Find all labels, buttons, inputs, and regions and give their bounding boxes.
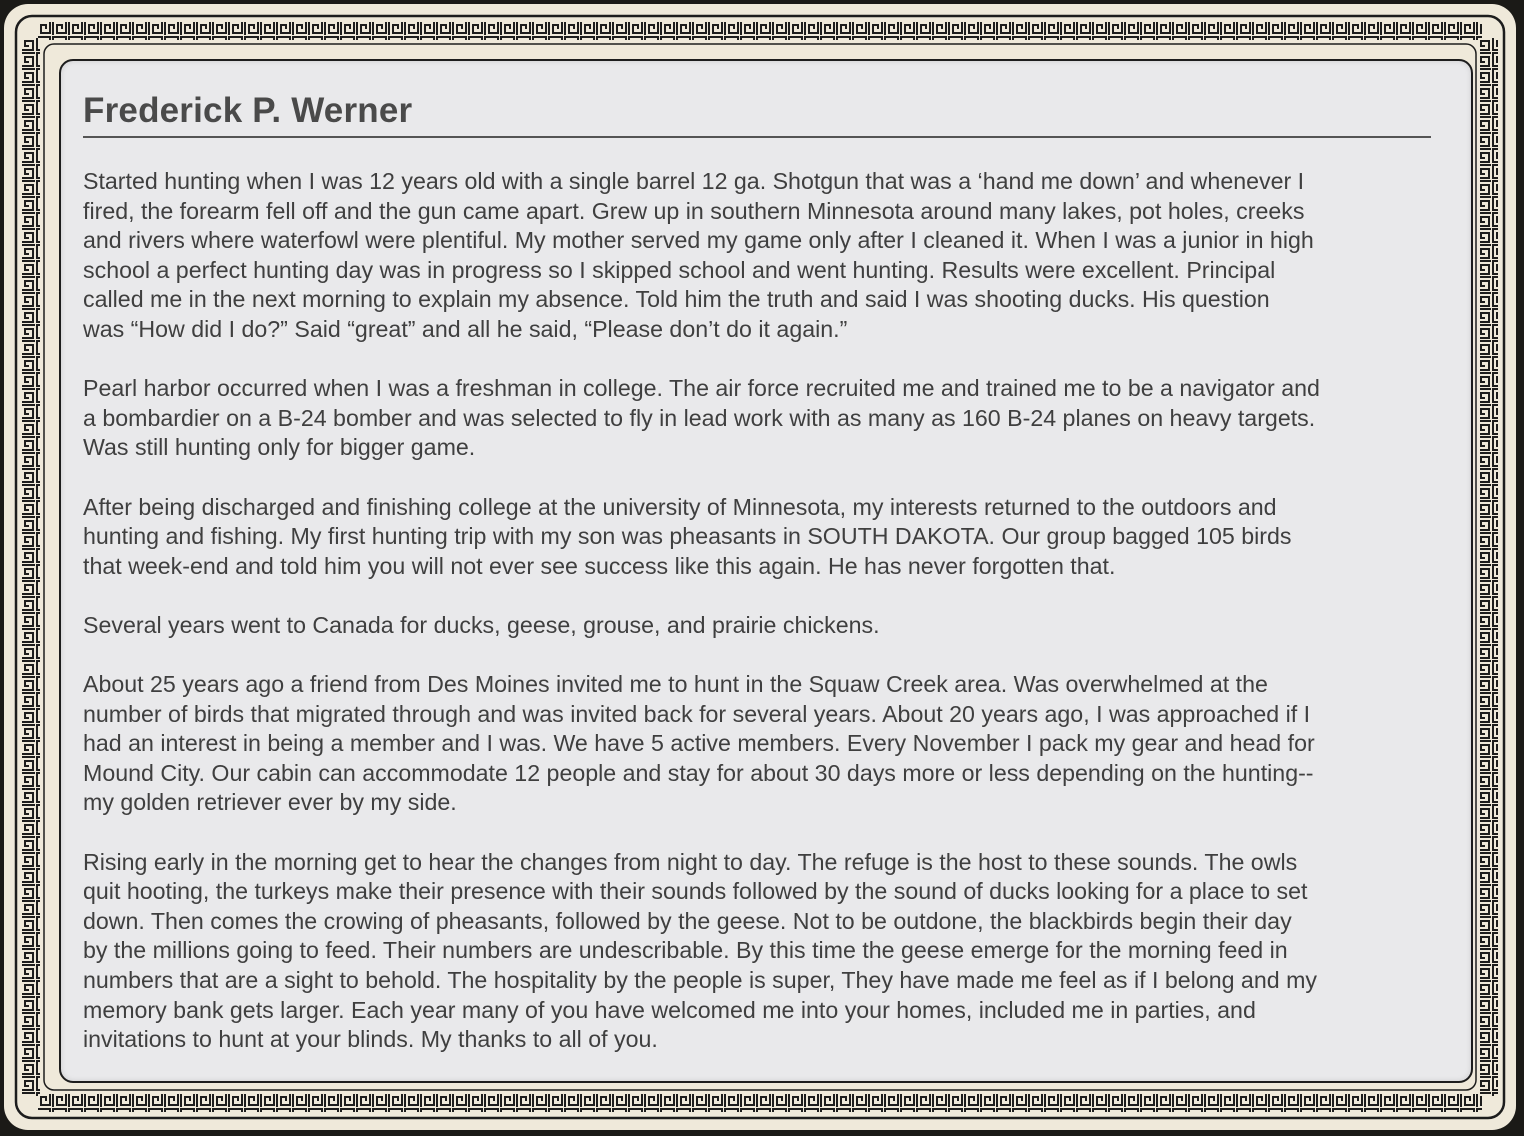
text-line: Mound City. Our cabin can accommodate 12 people and stay for about 30 days more or less depending on the hunting-- xyxy=(83,759,1314,786)
text-line: About 25 years ago a friend from Des Moines invited me to hunt in the Squaw Creek area. Was overwhelmed at the xyxy=(83,671,1268,698)
text-line: Pearl harbor occurred when I was a freshman in college. The air force recruited me and trained me to be a navigator and xyxy=(83,375,1320,402)
text-line: down. Then comes the crowing of pheasants, followed by the geese. Not to be outdone, the blackbirds begin their day xyxy=(83,907,1292,934)
text-line: by the millions going to feed. Their numbers are undescribable. By this time the geese emerge for the morning feed in xyxy=(83,937,1288,964)
text-line: fired, the forearm fell off and the gun came apart. Grew up in southern Minnesota around many lakes, pot holes, creeks xyxy=(83,197,1305,224)
text-line: called me in the next morning to explain my absence. Told him the truth and said I was shooting ducks. His question xyxy=(83,286,1270,313)
text-line: school a perfect hunting day was in progress so I skipped school and went hunting. Results were excellent. Principal xyxy=(83,256,1276,283)
text-line: quit hooting, the turkeys make their presence with their sounds followed by the sound of ducks looking for a place to set xyxy=(83,878,1308,905)
document-body xyxy=(83,167,1443,1084)
title-underline xyxy=(83,136,1431,138)
paragraph-4 xyxy=(83,611,1443,641)
text-line: a bombardier on a B-24 bomber and was selected to fly in lead work with as many as 160 B-24 planes on heavy targets. xyxy=(83,404,1316,431)
text-line: Rising early in the morning get to hear the changes from night to day. The refuge is the host to these sounds. The owls xyxy=(83,848,1298,875)
text-line: my golden retriever ever by my side. xyxy=(83,789,457,816)
text-line: that week-end and told him you will not ever see success like this again. He has never forgotten that. xyxy=(83,552,1116,579)
text-line: Was still hunting only for bigger game. xyxy=(83,434,476,461)
text-line: number of birds that migrated through and was invited back for several years. About 20 years ago, I was approached if I xyxy=(83,700,1311,727)
decorative-frame xyxy=(4,4,1516,1130)
paragraph-2 xyxy=(83,374,1443,463)
text-line: and rivers where waterfowl were plentiful. My mother served my game only after I cleaned it. When I was a junior in high xyxy=(83,227,1314,254)
text-line: After being discharged and finishing college at the university of Minnesota, my interests returned to the outdoors and xyxy=(83,493,1277,520)
text-line: numbers that are a sight to behold. The hospitality by the people is super, They have made me feel as if I belong and my xyxy=(83,967,1317,994)
text-panel xyxy=(59,59,1473,1083)
text-line: hunting and fishing. My first hunting trip with my son was pheasants in SOUTH DAKOTA. Our group bagged 105 birds xyxy=(83,523,1292,550)
text-line: invitations to hunt at your blinds. My thanks to all of you. xyxy=(83,1026,658,1053)
paragraph-3 xyxy=(83,493,1443,582)
paragraph-6 xyxy=(83,848,1443,1055)
text-line: memory bank gets larger. Each year many of you have welcomed me into your homes, included me in parties, and xyxy=(83,996,1256,1023)
text-line: Several years went to Canada for ducks, geese, grouse, and prairie chickens. xyxy=(83,611,880,638)
text-line: had an interest in being a member and I was. We have 5 active members. Every November I pack my gear and head for xyxy=(83,730,1315,757)
text-line: Started hunting when I was 12 years old with a single barrel 12 ga. Shotgun that was a ‘hand me down’ and whenever I xyxy=(83,168,1305,194)
text-line: was “How did I do?” Said “great” and all he said, “Please don’t do it again.” xyxy=(83,315,848,342)
paragraph-5 xyxy=(83,670,1443,818)
document-title: Frederick P. Werner xyxy=(83,91,413,130)
paragraph-1 xyxy=(83,167,1443,345)
